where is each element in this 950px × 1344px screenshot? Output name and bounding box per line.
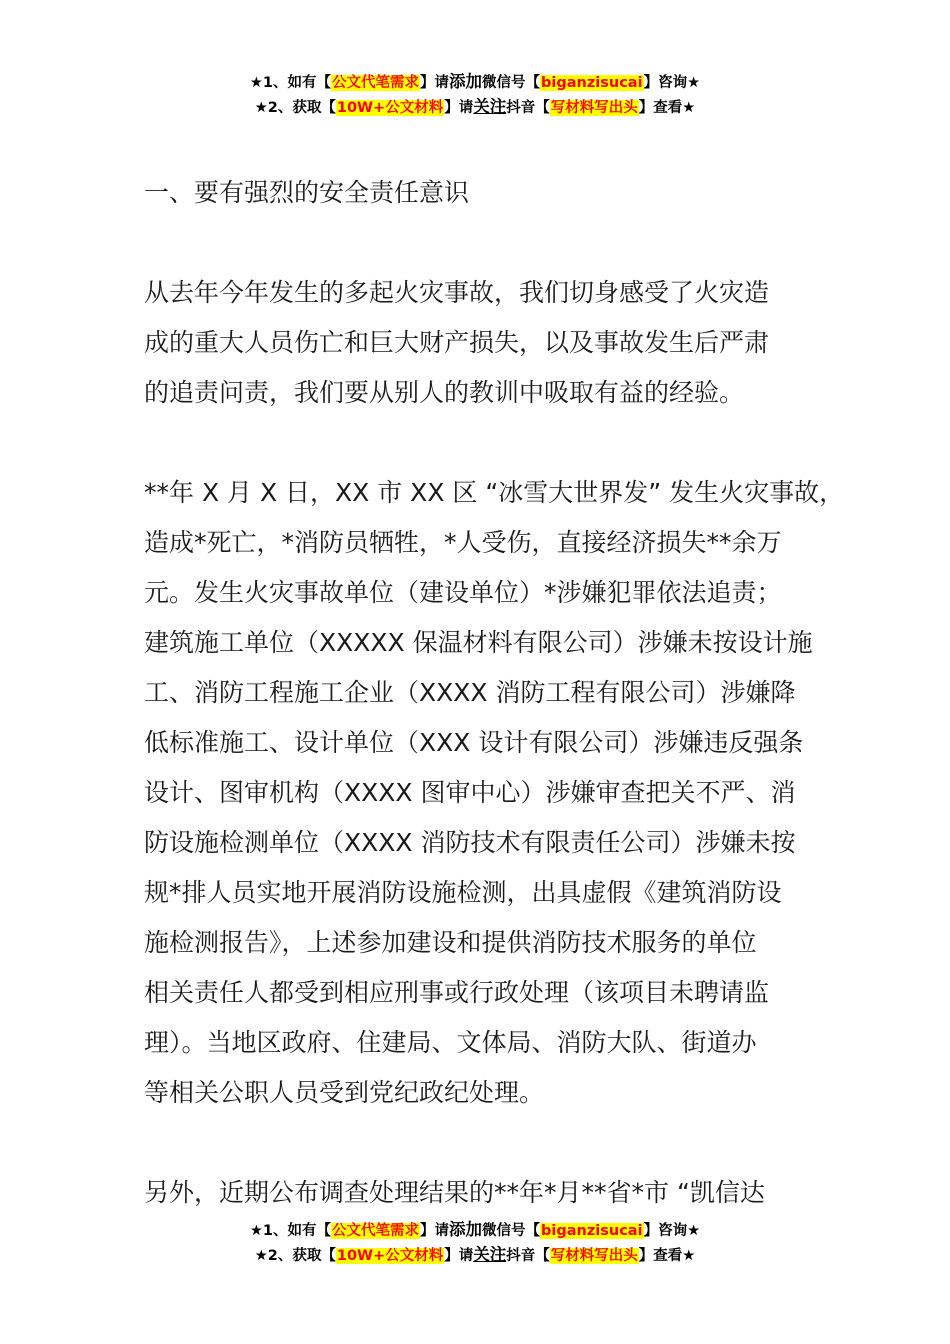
highlight-service: 公文代笔需求 [332,1223,420,1239]
banner-text: 微信号【 [482,75,541,91]
banner-text: ★2、获取【 [254,1248,336,1264]
text-line: 建筑施工单位（XXXXX 保温材料有限公司）涉嫌未按设计施 [144,628,813,657]
text-line: 另外，近期公布调查处理结果的**年*月**省*市 “凯信达 [144,1178,765,1207]
text-line: 从去年今年发生的多起火灾事故，我们切身感受了火灾造 [144,278,770,307]
text-line: 相关责任人都受到相应刑事或行政处理（该项目未聘请监 [144,978,770,1007]
banner-emphasis: 关注 [473,97,507,116]
paragraph-gap [144,1118,824,1168]
banner-line-2 [0,1243,950,1268]
text-line: 成的重大人员伤亡和巨大财产损失，以及事故发生后严肃 [144,328,770,357]
text-line: 规*排人员实地开展消防设施检测，出具虚假《建筑消防设 [144,878,782,907]
text-line: 设计、图审机构（XXXX 图审中心）涉嫌审查把关不严、消 [144,778,796,807]
highlight-wechat-id: biganzisucai [541,1223,643,1239]
paragraph-gap [144,418,824,468]
text-line: 施检测报告》，上述参加建设和提供消防技术服务的单位 [144,928,757,957]
paragraph-2 [144,468,845,1118]
banner-text: ★1、如有【 [249,75,332,91]
highlight-douyin-account: 写材料写出头 [550,100,638,116]
text-line: 元。发生火灾事故单位（建设单位）*涉嫌犯罪依法追责； [144,578,782,607]
text-line: 的追责问责，我们要从别人的教训中吸取有益的经验。 [144,378,745,407]
text-line: 低标准施工、设计单位（XXX 设计有限公司）涉嫌违反强条 [144,728,804,757]
highlight-douyin-account: 写材料写出头 [550,1248,638,1264]
highlight-materials: 10W+公文材料 [336,1248,444,1264]
highlight-service: 公文代笔需求 [332,75,420,91]
banner-text: ★1、如有【 [249,1223,332,1239]
paragraph-1 [144,268,824,418]
text-line: 工、消防工程施工企业（XXXX 消防工程有限公司）涉嫌降 [144,678,796,707]
section-heading: 一、要有强烈的安全责任意识 [144,178,470,207]
text-line: 造成*死亡，*消防员牺牲，*人受伤，直接经济损失**余万 [144,528,782,557]
banner-text: 】请 [444,100,474,116]
banner-text: 】咨询★ [643,1223,701,1239]
banner-text: ★2、获取【 [254,100,336,116]
highlight-materials: 10W+公文材料 [336,100,444,116]
banner-emphasis: 添加 [449,1220,483,1239]
top-banner [0,70,950,120]
banner-text: 】请 [444,1248,474,1264]
banner-text: 抖音【 [506,1248,550,1264]
paragraph-3 [144,1168,824,1218]
banner-text: 微信号【 [482,1223,541,1239]
banner-text: 】请 [420,75,450,91]
banner-text: 】查看★ [638,1248,696,1264]
text-line: 理）。当地区政府、住建局、文体局、消防大队、街道办 [144,1028,757,1057]
banner-text: 】查看★ [638,100,696,116]
banner-text: 抖音【 [506,100,550,116]
banner-text: 】请 [420,1223,450,1239]
paragraph-gap [144,218,824,268]
document-body [144,168,845,1218]
banner-line-1 [0,1218,950,1243]
banner-line-2 [0,95,950,120]
text-line: 防设施检测单位（XXXX 消防技术有限责任公司）涉嫌未按 [144,828,796,857]
banner-text: 】咨询★ [643,75,701,91]
text-line: **年 X 月 X 日，XX 市 XX 区 “冰雪大世界发” 发生火灾事故， [144,478,845,507]
banner-emphasis: 关注 [473,1245,507,1264]
banner-line-1 [0,70,950,95]
text-line: 等相关公职人员受到党纪政纪处理。 [144,1078,545,1107]
bottom-banner [0,1218,950,1268]
banner-emphasis: 添加 [449,72,483,91]
highlight-wechat-id: biganzisucai [541,75,643,91]
